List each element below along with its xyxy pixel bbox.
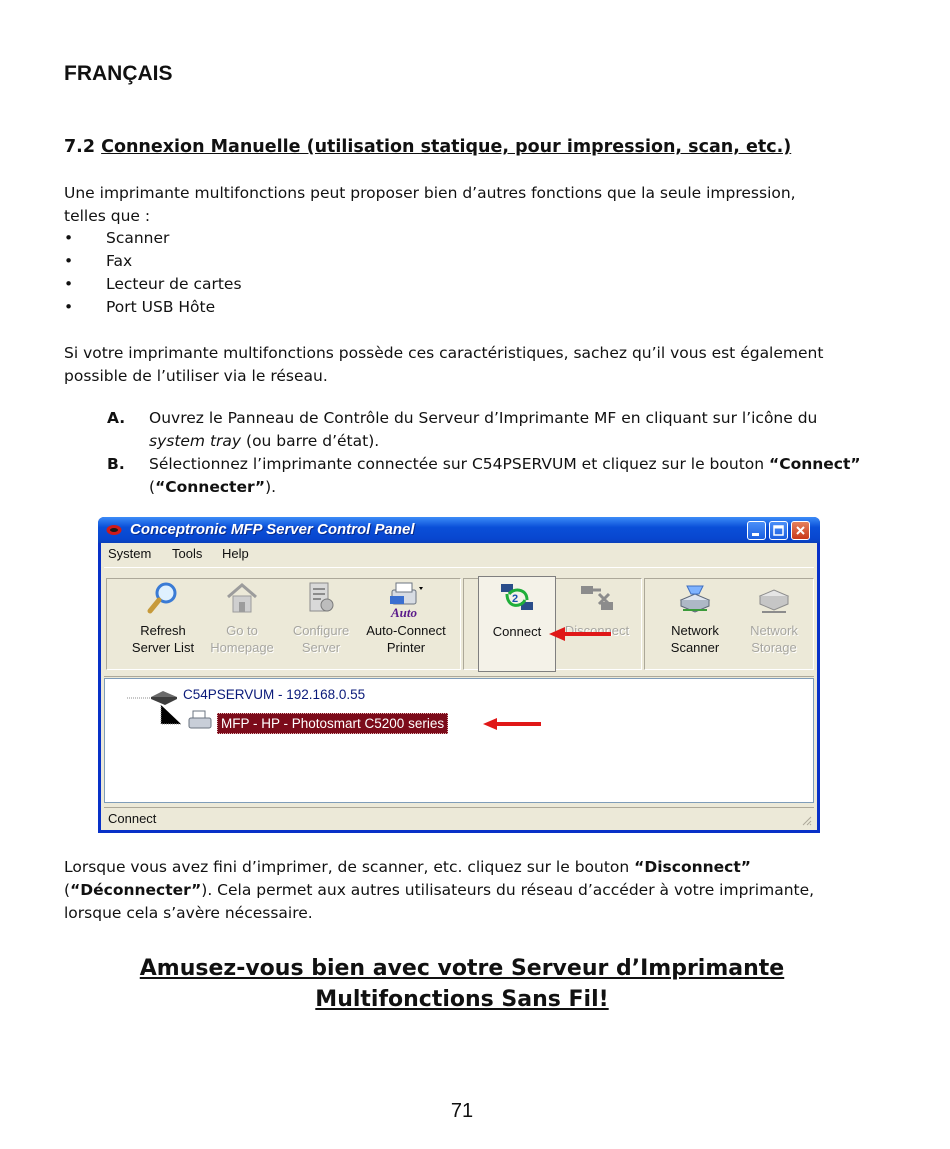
house-icon: [224, 580, 260, 616]
step-b: [107, 453, 867, 499]
network-storage-button[interactable]: [735, 576, 813, 672]
step-text: ).: [265, 478, 277, 496]
button-label: Go to Homepage: [210, 623, 274, 655]
menu-help[interactable]: Help: [222, 546, 249, 561]
refresh-server-list-button[interactable]: [124, 576, 202, 672]
window-title: Conceptronic MFP Server Control Panel: [130, 521, 415, 538]
paragraph-bold: “Disconnect”: [634, 858, 751, 876]
section-title: Connexion Manuelle (utilisation statique, pour impression, scan, etc.): [101, 137, 792, 157]
title-bar[interactable]: [98, 517, 820, 543]
list-item: • Lecteur de cartes: [64, 273, 242, 296]
close-button[interactable]: [791, 521, 810, 540]
closing-line: Amusez-vous bien avec votre Serveur d’Imprimante: [139, 956, 785, 981]
auto-connect-printer-button[interactable]: [363, 576, 449, 672]
close-icon: [792, 522, 809, 539]
section-heading: [64, 137, 791, 157]
magnifier-icon: [145, 580, 181, 616]
server-icon: [149, 689, 179, 705]
button-label: Refresh Server List: [131, 623, 195, 655]
menu-system[interactable]: System: [108, 546, 152, 561]
app-logo-icon: [106, 524, 122, 536]
app-window-screenshot: [98, 517, 820, 833]
button-label: Auto-Connect Printer: [366, 623, 446, 655]
button-label: Configure Server: [292, 623, 350, 655]
step-italic: system tray: [149, 432, 242, 450]
step-bold: “Connect”: [769, 455, 861, 473]
after-paragraph: [64, 856, 824, 925]
menu-tools[interactable]: Tools: [172, 546, 203, 561]
configure-icon: [303, 580, 339, 616]
status-text: Connect: [108, 811, 157, 826]
closing-heading: [0, 953, 924, 1015]
menu-bar: [101, 543, 817, 565]
step-text: (: [149, 478, 156, 496]
svg-text:2: 2: [512, 593, 519, 605]
paragraph-text: Lorsque vous avez fini d’imprimer, de scanner, etc. cliquez sur le bouton: [64, 858, 635, 876]
step-letter: B.: [107, 455, 125, 473]
list-item: • Scanner: [64, 227, 242, 250]
paragraph-text: (: [64, 881, 71, 899]
arrow-icon: [483, 717, 541, 731]
storage-icon: [756, 580, 792, 616]
toolbar: [104, 567, 814, 677]
list-item: • Fax: [64, 250, 242, 273]
connect-icon: [499, 580, 535, 616]
paragraph-bold: “Déconnecter”: [70, 881, 202, 899]
button-label: Connect: [492, 624, 542, 639]
network-scanner-button[interactable]: [656, 576, 734, 672]
disconnect-button[interactable]: [558, 576, 636, 672]
window-client: [101, 543, 817, 830]
network-paragraph: Si votre imprimante multifonctions possède ces caractéristiques, sachez qu’il vous est également possible de l’utiliser via le réseau.: [64, 344, 824, 385]
step-text: (ou barre d’état).: [241, 432, 380, 450]
language-heading: FRANÇAIS: [64, 62, 173, 85]
list-item: • Port USB Hôte: [64, 296, 242, 319]
status-bar: [104, 807, 814, 828]
scanner-icon: [677, 580, 713, 616]
button-label: Network Storage: [750, 623, 798, 655]
resize-grip-icon[interactable]: [802, 816, 812, 826]
configure-server-button[interactable]: [282, 576, 360, 672]
go-to-homepage-button[interactable]: [203, 576, 281, 672]
step-bold: “Connecter”: [155, 478, 266, 496]
printer-icon: [187, 709, 213, 731]
auto-badge: Auto: [391, 605, 418, 620]
section-number: 7.2: [64, 137, 96, 157]
step-text: Sélectionnez l’imprimante connectée sur C54PSERVUM et cliquez sur le bouton: [149, 455, 770, 473]
connect-button[interactable]: [478, 576, 556, 672]
step-a: [107, 407, 867, 453]
tree-node-printer[interactable]: MFP - HP - Photosmart C5200 series: [217, 713, 448, 734]
closing-line: Multifonctions Sans Fil!: [315, 987, 609, 1012]
steps-list: [107, 407, 867, 499]
tree-node-server[interactable]: C54PSERVUM - 192.168.0.55: [183, 687, 366, 702]
step-text: Ouvrez le Panneau de Contrôle du Serveur d’Imprimante MF en cliquant sur l’icône du: [149, 409, 818, 427]
button-label: Network Scanner: [670, 623, 720, 655]
step-letter: A.: [107, 409, 126, 427]
server-tree[interactable]: [104, 678, 814, 803]
intro-paragraph: Une imprimante multifonctions peut proposer bien d’autres fonctions que la seule impression, telles que :: [64, 184, 796, 225]
minimize-icon: [748, 522, 765, 539]
feature-list: [64, 227, 242, 319]
disconnect-icon: [579, 580, 615, 616]
maximize-icon: [770, 522, 787, 539]
maximize-button[interactable]: [769, 521, 788, 540]
minimize-button[interactable]: [747, 521, 766, 540]
button-label: Disconnect: [564, 623, 630, 638]
paragraph-text: ). Cela permet aux autres utilisateurs du réseau d’accéder à votre imprimante, lorsque cela s’avère nécessaire.: [64, 881, 815, 922]
arrow-icon: [549, 627, 611, 641]
page-number: 71: [450, 1100, 474, 1122]
